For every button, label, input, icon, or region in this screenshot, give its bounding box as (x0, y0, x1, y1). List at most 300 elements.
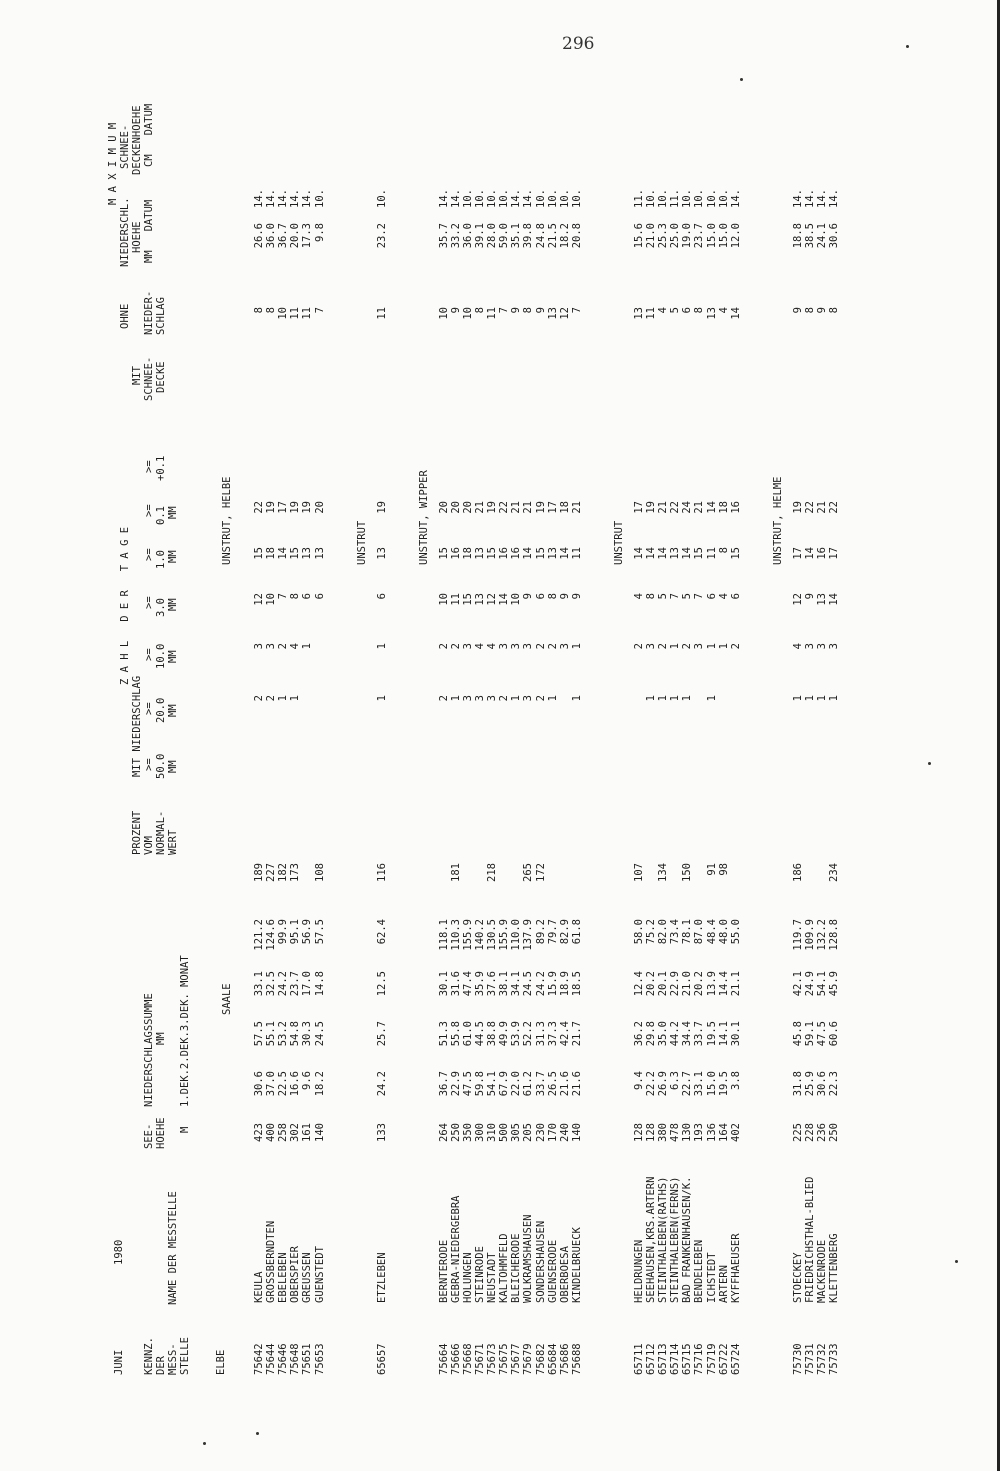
decade-3-sum: 20.2 (645, 971, 657, 997)
month-sum: 82.0 (657, 919, 670, 945)
decade-2-sum: 33.7 (693, 1021, 706, 1047)
prozent-header-1: PROZENT (131, 810, 143, 855)
month-sum: 124.6 (265, 919, 278, 951)
max-precip-date: 11. (632, 189, 645, 208)
dry-days: 4 (657, 307, 670, 314)
dry-days: 13 (705, 307, 718, 320)
decade-3-sum: 24.9 (803, 971, 816, 997)
hoehe-header-2: HOEHE (155, 1117, 167, 1149)
station-height: 136 (705, 1123, 718, 1142)
day-count-c3: 14 (828, 593, 841, 606)
station-name: NEUSTADT (486, 1252, 499, 1303)
station-name: MACKENRODE (816, 1239, 828, 1303)
dry-days: 4 (717, 307, 730, 314)
decade-1-sum: 9.4 (632, 1071, 645, 1090)
threshold-value: 10.0 (155, 643, 167, 669)
station-name: WOLKRAMSHAUSEN (522, 1214, 535, 1303)
river-label: UNSTRUT (612, 520, 625, 565)
max-precip: 23.7 (693, 223, 706, 249)
station-height: 205 (522, 1123, 535, 1142)
dry-days: 9 (449, 307, 462, 314)
day-count-c20: 3 (486, 695, 499, 702)
decade-3-sum: 31.6 (449, 971, 462, 997)
station-height: 423 (253, 1123, 265, 1142)
mit-schnee-header-1: MIT (131, 366, 143, 385)
station-id: 75686 (558, 1343, 571, 1375)
decade-2-sum: 14.1 (717, 1021, 730, 1047)
max-precip-date: 10. (486, 189, 499, 208)
threshold-operator: >= (143, 702, 155, 715)
threshold-value: 1.0 (155, 550, 167, 569)
month-sum: 55.0 (729, 919, 742, 945)
ohne-header-1: OHNE (119, 303, 131, 329)
name-header: NAME DER MESSTELLE (167, 1191, 179, 1305)
max-precip-date: 14. (289, 189, 302, 208)
day-count-c20: 1 (289, 695, 302, 702)
max-precip: 20.8 (570, 223, 583, 249)
dry-days: 8 (693, 307, 706, 314)
station-height: 250 (828, 1123, 841, 1142)
day-count-c3: 10 (265, 593, 278, 606)
day-count-c3: 13 (816, 593, 828, 606)
percent-of-normal: 189 (253, 863, 265, 882)
day-count-c01: 21 (570, 501, 583, 514)
day-count-c3: 6 (534, 593, 547, 600)
decade-1-sum: 36.7 (437, 1071, 450, 1097)
day-count-c1: 13 (301, 547, 314, 560)
station-name: ICHSTEDT (705, 1252, 718, 1303)
threshold-value: 20.0 (155, 697, 167, 723)
month-sum: 130.5 (486, 919, 499, 951)
kennz-header-2: DER (155, 1356, 167, 1375)
decade-3-sum: 30.1 (437, 971, 450, 997)
day-count-c10: 3 (803, 643, 816, 650)
mit-schnee-header-3: DECKE (155, 361, 167, 393)
day-count-c10: 3 (253, 643, 265, 650)
day-count-c20: 1 (375, 695, 388, 702)
niederschlag-header-2: MM (155, 1032, 167, 1045)
station-height: 258 (277, 1123, 290, 1142)
hoehe-header-unit: M (179, 1126, 191, 1133)
day-count-c1: 16 (510, 547, 523, 560)
decade-2-sum: 59.1 (803, 1021, 816, 1047)
decade-2-sum: 57.5 (253, 1021, 265, 1047)
day-count-c01: 20 (449, 501, 462, 514)
decade-2-sum: 19.5 (705, 1021, 718, 1047)
day-count-c10: 3 (645, 643, 657, 650)
day-count-c01: 16 (729, 501, 742, 514)
decade-1-sum: 26.5 (546, 1071, 559, 1097)
max-precip: 24.1 (816, 223, 828, 249)
decade-3-sum: 23.7 (289, 971, 302, 997)
max-precip-date: 14. (510, 189, 523, 208)
decade-1-sum: 30.6 (816, 1071, 828, 1097)
month-sum: 109.9 (803, 919, 816, 951)
max-precip: 20.0 (289, 223, 302, 249)
day-count-c3: 6 (729, 593, 742, 600)
day-count-c3: 13 (474, 593, 486, 606)
station-id: 75673 (486, 1343, 499, 1375)
decade-1-sum: 61.2 (522, 1071, 535, 1097)
month-label: JUNI (113, 1349, 125, 1375)
dry-days: 11 (289, 307, 302, 320)
max-niederschl-header-3: MM DATUM (143, 199, 155, 263)
max-precip: 36.0 (461, 223, 474, 249)
day-count-c10: 3 (510, 643, 523, 650)
max-precip: 19.0 (681, 223, 694, 249)
kennz-header-4: STELLE (179, 1337, 191, 1375)
decade-3-sum: 54.1 (816, 971, 828, 997)
day-count-c10: 4 (289, 643, 302, 650)
dry-days: 10 (461, 307, 474, 320)
dry-days: 8 (253, 307, 265, 314)
day-count-c3: 10 (510, 593, 523, 606)
decade-2-sum: 21.7 (570, 1021, 583, 1047)
day-count-c3: 12 (791, 593, 804, 606)
station-name: GUENSERODE (546, 1239, 559, 1303)
max-precip-date: 14. (803, 189, 816, 208)
max-precip-date: 10. (705, 189, 718, 208)
day-count-c20: 3 (522, 695, 535, 702)
day-count-c10: 3 (522, 643, 535, 650)
decade-2-sum: 44.5 (474, 1021, 486, 1047)
percent-of-normal: 186 (791, 863, 804, 882)
day-count-c20: 1 (803, 695, 816, 702)
day-count-c01: 19 (301, 501, 314, 514)
day-count-c10: 4 (486, 643, 499, 650)
kennz-header-1: KENNZ. (143, 1337, 155, 1375)
day-count-c10: 3 (461, 643, 474, 650)
day-count-c01: 22 (498, 501, 511, 514)
max-precip: 15.6 (632, 223, 645, 249)
day-count-c10: 2 (277, 643, 290, 650)
decade-1-sum: 21.6 (570, 1071, 583, 1097)
dry-days: 7 (313, 307, 326, 314)
decade-2-sum: 49.9 (498, 1021, 511, 1047)
decade-2-sum: 25.7 (375, 1021, 388, 1047)
max-schnee-header-3: CM DATUM (143, 103, 155, 167)
day-count-c1: 13 (669, 547, 682, 560)
max-precip-date: 14. (301, 189, 314, 208)
day-count-c20: 3 (461, 695, 474, 702)
day-count-c1: 16 (498, 547, 511, 560)
month-sum: 56.9 (301, 919, 314, 945)
day-count-c1: 18 (461, 547, 474, 560)
day-count-c1: 15 (253, 547, 265, 560)
month-sum: 99.9 (277, 919, 290, 945)
day-count-c01: 19 (289, 501, 302, 514)
decade-2-sum: 42.4 (558, 1021, 571, 1047)
threshold-value: 3.0 (155, 598, 167, 617)
station-name: HELDRUNGEN (632, 1239, 645, 1303)
station-height: 161 (301, 1123, 314, 1142)
decade-3-sum: 14.8 (313, 971, 326, 997)
station-id: 75642 (253, 1343, 265, 1375)
decade-2-sum: 45.8 (791, 1021, 804, 1047)
threshold-operator: >= (143, 504, 155, 517)
decade-3-sum: 17.0 (301, 971, 314, 997)
month-sum: 61.8 (570, 919, 583, 945)
month-sum: 62.4 (375, 919, 388, 945)
day-count-c10: 3 (828, 643, 841, 650)
day-count-c20: 1 (570, 695, 583, 702)
month-sum: 73.4 (669, 919, 682, 945)
day-count-c3: 5 (681, 593, 694, 600)
month-sum: 128.8 (828, 919, 841, 951)
station-name: STEINTHALEBEN(FERNS) (669, 1176, 682, 1303)
max-precip-date: 10. (375, 189, 388, 208)
day-count-c01: 22 (253, 501, 265, 514)
station-id: 75646 (277, 1343, 290, 1375)
month-sum: 57.5 (313, 919, 326, 945)
day-count-c3: 8 (546, 593, 559, 600)
station-id: 75668 (461, 1343, 474, 1375)
threshold-unit: MM (167, 506, 179, 519)
dry-days: 7 (498, 307, 511, 314)
river-label: UNSTRUT, WIPPER (417, 470, 430, 565)
decade-2-sum: 31.3 (534, 1021, 547, 1047)
decade-2-sum: 37.3 (546, 1021, 559, 1047)
decade-1-sum: 25.9 (803, 1071, 816, 1097)
month-sum: 58.0 (632, 919, 645, 945)
station-id: 75664 (437, 1343, 450, 1375)
day-count-c01: 17 (546, 501, 559, 514)
threshold-operator: >= (143, 460, 155, 473)
threshold-operator: >= (143, 648, 155, 661)
decade-1-sum: 22.7 (681, 1071, 694, 1097)
dry-days: 10 (437, 307, 450, 320)
decade-1-sum: 26.9 (657, 1071, 670, 1097)
station-id: 75719 (705, 1343, 718, 1375)
decade-3-sum: 21.0 (681, 971, 694, 997)
station-name: BLEICHERODE (510, 1233, 523, 1303)
station-height: 305 (510, 1123, 523, 1142)
station-name: STOECKEY (791, 1252, 804, 1303)
day-count-c01: 17 (632, 501, 645, 514)
day-count-c20: 1 (645, 695, 657, 702)
decade-1-sum: 59.8 (474, 1071, 486, 1097)
station-id: 75666 (449, 1343, 462, 1375)
decade-2-sum: 38.8 (486, 1021, 499, 1047)
percent-of-normal: 172 (534, 863, 547, 882)
decade-1-sum: 22.9 (449, 1071, 462, 1097)
station-id: 75730 (791, 1343, 804, 1375)
dry-days: 8 (474, 307, 486, 314)
max-precip: 39.8 (522, 223, 535, 249)
station-height: 164 (717, 1123, 730, 1142)
decade-3-sum: 47.4 (461, 971, 474, 997)
decade-1-sum: 24.2 (375, 1071, 388, 1097)
dry-days: 9 (510, 307, 523, 314)
dry-days: 7 (570, 307, 583, 314)
day-count-c20: 2 (253, 695, 265, 702)
year-label: 1980 (113, 1239, 125, 1265)
day-count-c20: 1 (277, 695, 290, 702)
decade-3-sum: 24.2 (534, 971, 547, 997)
scan-speck (256, 1432, 259, 1435)
percent-of-normal: 173 (289, 863, 302, 882)
day-count-c1: 13 (375, 547, 388, 560)
decade-3-sum: 20.1 (657, 971, 670, 997)
station-name: SONDERSHAUSEN (534, 1220, 547, 1303)
station-id: 65715 (681, 1343, 694, 1375)
day-count-c01: 20 (313, 501, 326, 514)
decade-2-sum: 54.8 (289, 1021, 302, 1047)
max-precip: 21.5 (546, 223, 559, 249)
river-label: UNSTRUT, HELME (771, 476, 784, 565)
max-precip-date: 14. (828, 189, 841, 208)
decade-1-sum: 18.2 (313, 1071, 326, 1097)
month-sum: 119.7 (791, 919, 804, 951)
max-precip-date: 10. (558, 189, 571, 208)
decade-1-sum: 6.3 (669, 1071, 682, 1090)
day-count-c1: 14 (681, 547, 694, 560)
day-count-c01: 22 (828, 501, 841, 514)
station-id: 75731 (803, 1343, 816, 1375)
station-id: 65711 (632, 1343, 645, 1375)
station-height: 402 (729, 1123, 742, 1142)
station-name: KINDELBRUECK (570, 1227, 583, 1303)
station-height: 140 (570, 1123, 583, 1142)
max-precip-date: 10. (570, 189, 583, 208)
day-count-c20: 2 (437, 695, 450, 702)
station-height: 236 (816, 1123, 828, 1142)
max-precip: 15.0 (717, 223, 730, 249)
station-height: 302 (289, 1123, 302, 1142)
day-count-c3: 7 (693, 593, 706, 600)
decade-3-sum: 32.5 (265, 971, 278, 997)
day-count-c1: 15 (693, 547, 706, 560)
threshold-unit: MM (167, 760, 179, 773)
month-sum: 155.9 (498, 919, 511, 951)
month-sum: 78.1 (681, 919, 694, 945)
decade-2-sum: 61.0 (461, 1021, 474, 1047)
day-count-c1: 15 (534, 547, 547, 560)
station-name: OBERSPIER (289, 1246, 302, 1303)
day-count-c01: 21 (510, 501, 523, 514)
day-count-c1: 15 (289, 547, 302, 560)
station-id: 65714 (669, 1343, 682, 1375)
day-count-c10: 3 (693, 643, 706, 650)
day-count-c20: 1 (791, 695, 804, 702)
station-id: 65684 (546, 1343, 559, 1375)
day-count-c20: 1 (510, 695, 523, 702)
day-count-c1: 16 (449, 547, 462, 560)
decade-1-sum: 37.0 (265, 1071, 278, 1097)
day-count-c01: 14 (705, 501, 718, 514)
day-count-c1: 14 (803, 547, 816, 560)
month-sum: 95.1 (289, 919, 302, 945)
max-precip-date: 11. (669, 189, 682, 208)
threshold-unit: MM (167, 704, 179, 717)
station-height: 400 (265, 1123, 278, 1142)
day-count-c20: 3 (474, 695, 486, 702)
day-count-c20: 1 (705, 695, 718, 702)
station-id: 75682 (534, 1343, 547, 1375)
month-sum: 155.9 (461, 919, 474, 951)
day-count-c20: 1 (816, 695, 828, 702)
subbasin-label: SAALE (221, 983, 233, 1015)
station-height: 128 (632, 1123, 645, 1142)
max-precip-date: 14. (253, 189, 265, 208)
station-height: 230 (534, 1123, 547, 1142)
decade-3-sum: 38.1 (498, 971, 511, 997)
decade-2-sum: 30.3 (301, 1021, 314, 1047)
station-height: 300 (474, 1123, 486, 1142)
day-count-c1: 13 (474, 547, 486, 560)
max-precip-date: 10. (313, 189, 326, 208)
station-height: 133 (375, 1123, 388, 1142)
day-count-c3: 8 (645, 593, 657, 600)
dry-days: 14 (729, 307, 742, 320)
month-sum: 110.3 (449, 919, 462, 951)
max-niederschl-header-2: HOEHE (131, 221, 143, 253)
station-name: ARTERN (717, 1265, 730, 1303)
day-count-c01: 19 (375, 501, 388, 514)
day-count-c10: 1 (301, 643, 314, 650)
decade-2-sum: 55.8 (449, 1021, 462, 1047)
max-precip: 59.0 (498, 223, 511, 249)
day-count-c1: 14 (277, 547, 290, 560)
day-count-c10: 2 (632, 643, 645, 650)
station-name: SEEHAUSEN,KRS.ARTERN (645, 1176, 657, 1303)
day-count-c1: 14 (522, 547, 535, 560)
threshold-value: 0.1 (155, 506, 167, 525)
dry-days: 5 (669, 307, 682, 314)
hoehe-header-1: SEE- (143, 1123, 155, 1149)
max-precip: 21.0 (645, 223, 657, 249)
basin-label: ELBE (215, 1349, 227, 1375)
decade-1-sum: 3.8 (729, 1071, 742, 1090)
scan-speck (203, 1442, 206, 1445)
max-precip-date: 10. (657, 189, 670, 208)
day-count-c01: 19 (645, 501, 657, 514)
month-sum: 118.1 (437, 919, 450, 951)
percent-of-normal: 182 (277, 863, 290, 882)
dry-days: 8 (828, 307, 841, 314)
day-count-c20: 1 (657, 695, 670, 702)
day-count-c1: 13 (546, 547, 559, 560)
max-precip-date: 10. (717, 189, 730, 208)
decade-2-sum: 55.1 (265, 1021, 278, 1047)
percent-of-normal: 107 (632, 863, 645, 882)
decade-3-sum: 18.9 (558, 971, 571, 997)
station-name: KYFFHAEUSER (729, 1233, 742, 1303)
month-sum: 132.2 (816, 919, 828, 951)
decade-1-sum: 33.1 (693, 1071, 706, 1097)
decade-1-sum: 54.1 (486, 1071, 499, 1097)
day-count-c3: 12 (253, 593, 265, 606)
percent-of-normal: 108 (313, 863, 326, 882)
decade-2-sum: 36.2 (632, 1021, 645, 1047)
station-name: KLETTENBERG (828, 1233, 841, 1303)
max-precip: 15.0 (705, 223, 718, 249)
max-precip: 36.7 (277, 223, 290, 249)
max-precip-date: 14. (791, 189, 804, 208)
max-schnee-header-2: DECKENHOEHE (131, 105, 143, 175)
day-count-c10: 3 (558, 643, 571, 650)
day-count-c01: 21 (474, 501, 486, 514)
dry-days: 9 (791, 307, 804, 314)
decade-1-sum: 19.5 (717, 1071, 730, 1097)
decade-2-sum: 47.5 (816, 1021, 828, 1047)
decade-3-sum: 12.5 (375, 971, 388, 997)
day-count-c3: 6 (301, 593, 314, 600)
station-name: BAD FRANKENHAUSEN/K. (681, 1176, 694, 1303)
day-count-c1: 14 (657, 547, 670, 560)
station-name: ETZLEBEN (375, 1252, 388, 1303)
dry-days: 6 (681, 307, 694, 314)
